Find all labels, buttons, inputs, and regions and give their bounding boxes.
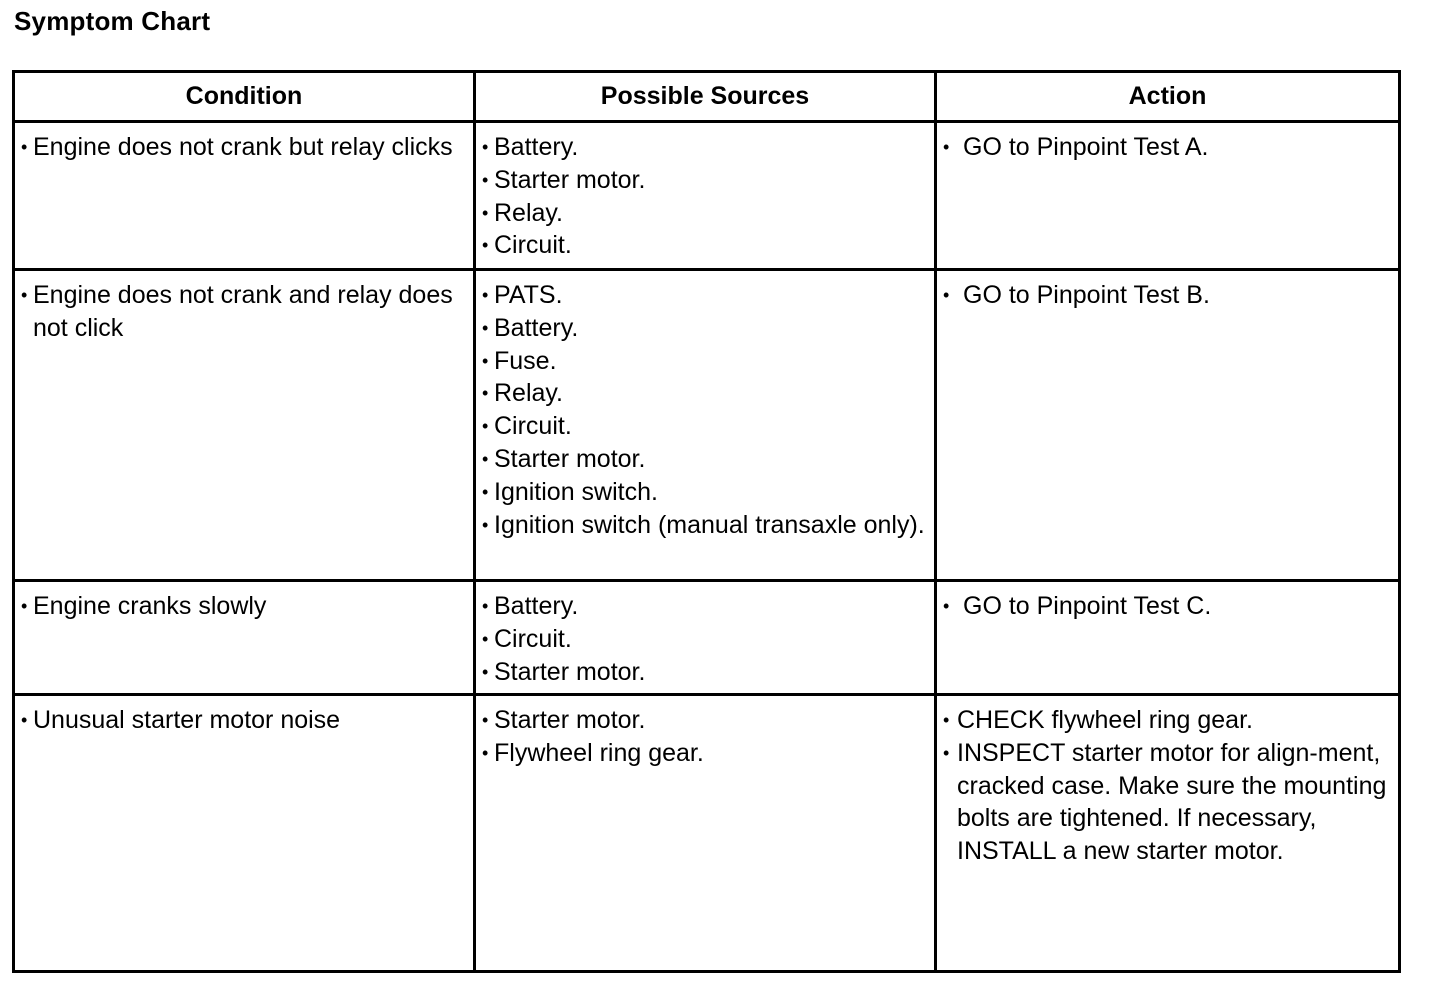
symptom-table bbox=[12, 70, 1401, 973]
table-row bbox=[14, 122, 1400, 270]
condition-text: • Engine does not crank and relay does not click bbox=[21, 279, 467, 345]
source-item: • Starter motor. bbox=[482, 704, 928, 737]
action-item: • GO to Pinpoint Test A. bbox=[943, 131, 1392, 164]
sources-cell bbox=[475, 122, 936, 270]
source-item: • Fuse. bbox=[482, 345, 928, 378]
source-item: • PATS. bbox=[482, 279, 928, 312]
condition-text: • Engine cranks slowly bbox=[21, 590, 467, 623]
column-header-possible-sources: Possible Sources bbox=[475, 72, 936, 122]
source-item: • Relay. bbox=[482, 377, 928, 410]
condition-text: • Unusual starter motor noise bbox=[21, 704, 467, 737]
action-item: • CHECK flywheel ring gear. bbox=[943, 704, 1392, 737]
source-item: • Circuit. bbox=[482, 623, 928, 656]
column-header-condition: Condition bbox=[14, 72, 475, 122]
source-item: • Ignition switch (manual transaxle only). bbox=[482, 509, 928, 542]
table-row bbox=[14, 695, 1400, 972]
source-item: • Ignition switch. bbox=[482, 476, 928, 509]
sources-cell bbox=[475, 270, 936, 581]
condition-cell bbox=[14, 581, 475, 695]
page-title: Symptom Chart bbox=[14, 6, 211, 36]
action-item: • INSPECT starter motor for align-ment, cracked case. Make sure the mounting bolts are tightened. If necessary, INSTALL a new starter motor. bbox=[943, 737, 1392, 868]
condition-cell bbox=[14, 122, 475, 270]
source-item: • Starter motor. bbox=[482, 443, 928, 476]
action-item: • GO to Pinpoint Test B. bbox=[943, 279, 1392, 312]
table-row bbox=[14, 270, 1400, 581]
source-item: • Relay. bbox=[482, 197, 928, 230]
condition-text: • Engine does not crank but relay clicks bbox=[21, 131, 467, 164]
action-cell bbox=[936, 122, 1400, 270]
source-item: • Battery. bbox=[482, 590, 928, 623]
table-header-row bbox=[14, 72, 1400, 122]
source-item: • Battery. bbox=[482, 131, 928, 164]
action-cell bbox=[936, 581, 1400, 695]
source-item: • Starter motor. bbox=[482, 164, 928, 197]
column-header-action: Action bbox=[936, 72, 1400, 122]
action-cell bbox=[936, 695, 1400, 972]
condition-cell bbox=[14, 270, 475, 581]
source-item: • Circuit. bbox=[482, 410, 928, 443]
action-item: • GO to Pinpoint Test C. bbox=[943, 590, 1392, 623]
action-cell bbox=[936, 270, 1400, 581]
sources-cell bbox=[475, 695, 936, 972]
condition-cell bbox=[14, 695, 475, 972]
source-item: • Flywheel ring gear. bbox=[482, 737, 928, 770]
source-item: • Starter motor. bbox=[482, 656, 928, 689]
source-item: • Circuit. bbox=[482, 229, 928, 262]
source-item: • Battery. bbox=[482, 312, 928, 345]
table-row bbox=[14, 581, 1400, 695]
sources-cell bbox=[475, 581, 936, 695]
